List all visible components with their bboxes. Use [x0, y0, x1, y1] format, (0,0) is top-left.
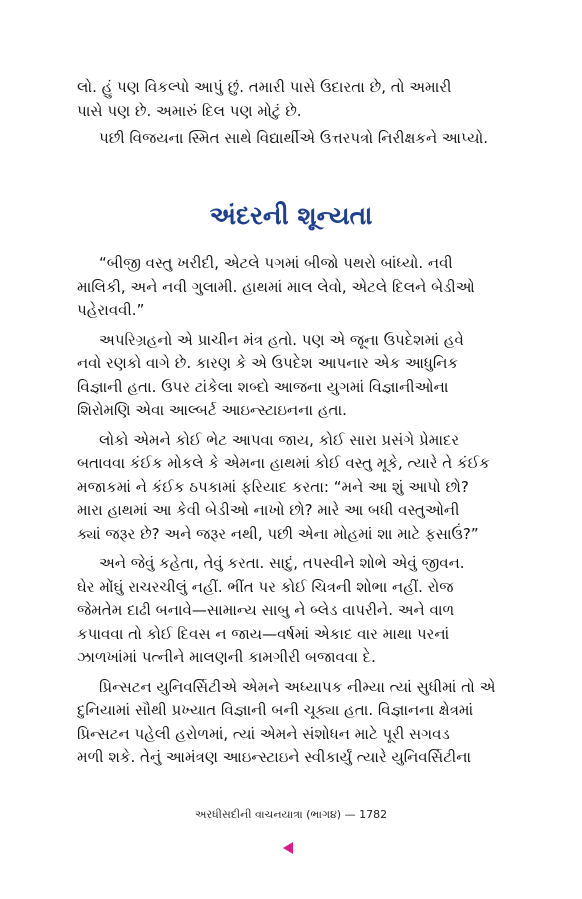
text-line: પછી વિજયના સ્મિત સાથે વિદ્યાર્થીએ ઉત્તરપત્રો નિરીક્ષકને આપ્યો.	[99, 129, 489, 147]
body-paragraph	[77, 429, 505, 547]
body-paragraph	[77, 676, 505, 770]
text-line: અને જેવું કહેતા, તેવું કરતા. સાદું, તપસ્વીને શોભે એવું જીવન.	[99, 554, 465, 572]
text-line: મારા હાથમાં આ કેવી બેડીઓ નાખો છો? મારે આ બધી વસ્તુઓની	[77, 501, 460, 519]
text-line: નવો રણકો વાગે છે. કારણ કે એ ઉપદેશ આપનાર એક આધુનિક	[77, 354, 459, 372]
text-line: પાસે પણ છે. અમારું દિલ પણ મોટું છે.	[77, 101, 302, 120]
text-line: વિજ્ઞાની હતા. ઉપર ટાંકેલા શબ્દો આજના યુગમાં વિજ્ઞાનીઓના	[77, 377, 449, 396]
page-footer: અરધીસદીની વાચનયાત્રા (ભાગ૪) — 1782	[194, 808, 388, 821]
previous-page-arrow-icon[interactable]	[283, 842, 293, 854]
text-line: ઘેર મોંઘું રાચરચીલું નહીં. ભીંત પર કોઈ ચિત્રની શોભા નહીં. રોજ	[77, 577, 454, 596]
text-line: પ્રિન્સટન યુનિવર્સિટીએ એમને અધ્યાપક નીમ્યા ત્યાં સુધીમાં તો એ	[99, 677, 496, 696]
text-line: લોકો એમને કોઈ ભેટ આપવા જાય, કોઈ સારા પ્રસંગે પ્રેમાદર	[99, 430, 460, 449]
text-line: પહેરાવવી.”	[77, 301, 145, 319]
text-line: શિરોમણિ એવા આલ્બર્ટ આઇન્સ્ટાઇનના હતા.	[77, 401, 347, 419]
text-line: મજાકમાં ને કંઈક ઠપકામાં ફરિયાદ કરતા: “મને આ શું આપો છો?	[77, 477, 469, 496]
text-line: “બીજી વસ્તુ ખરીદી, એટલે પગમાં બીજો પથરો બાંધ્યો. નવી	[99, 254, 453, 272]
text-line: મળી શકે. તેનું આમંત્રણ આઇન્સ્ટાઇને સ્વીકાર્યું ત્યારે યુનિવર્સિટીના	[77, 748, 472, 766]
article-heading: અંદરની શૂન્યતા	[209, 201, 373, 230]
body-paragraph	[77, 252, 505, 323]
page-content	[77, 76, 505, 766]
text-line: પ્રિન્સટન પહેલી હરોળમાં, ત્યાં એમને સંશોધન માટે પૂરી સગવડ	[77, 724, 450, 743]
text-line: માલિકી, અને નવી ગુલામી. હાથમાં માલ લેવો, એટલે દિલને બેડીઓ	[77, 277, 475, 296]
body-paragraph	[77, 329, 505, 423]
text-line: અપરિગ્રહનો એ પ્રાચીન મંત્ર હતો. પણ એ જૂના ઉપદેશમાં હવે	[99, 330, 464, 349]
text-line: લો. હું પણ વિકલ્પો આપું છું. તમારી પાસે ઉદારતા છે, તો અમારી	[77, 78, 452, 96]
text-line: ક્યાં જરૂર છે? અને જરૂર નથી, પછી એના મોહમાં શા માટે ફસાઉં?”	[77, 524, 479, 543]
body-paragraph	[77, 552, 505, 670]
intro-paragraph	[77, 76, 505, 123]
text-line: ઝાળખાંમાં પત્નીને માલણની કામગીરી બજાવવા દે.	[77, 648, 376, 666]
article-body	[77, 252, 505, 770]
text-line: જેમતેમ દાઢી બનાવે—સામાન્ય સાબુ ને બ્લેડ વાપરીને. અને વાળ	[77, 601, 455, 619]
text-line: કપાવવા તો કોઈ દિવસ ન જાય—વર્ષમાં એકાદ વાર માથા પરનાં	[77, 624, 450, 643]
text-line: બતાવવા કંઈક મોકલે કે એમના હાથમાં કોઈ વસ્તુ મૂકે, ત્યારે તે કંઈક	[77, 454, 490, 472]
text-line: દુનિયામાં સૌથી પ્રખ્યાત વિજ્ઞાની બની ચૂક્યા હતા. વિજ્ઞાનના ક્ષેત્રમાં	[77, 701, 474, 719]
intro-closing-paragraph	[77, 127, 505, 151]
